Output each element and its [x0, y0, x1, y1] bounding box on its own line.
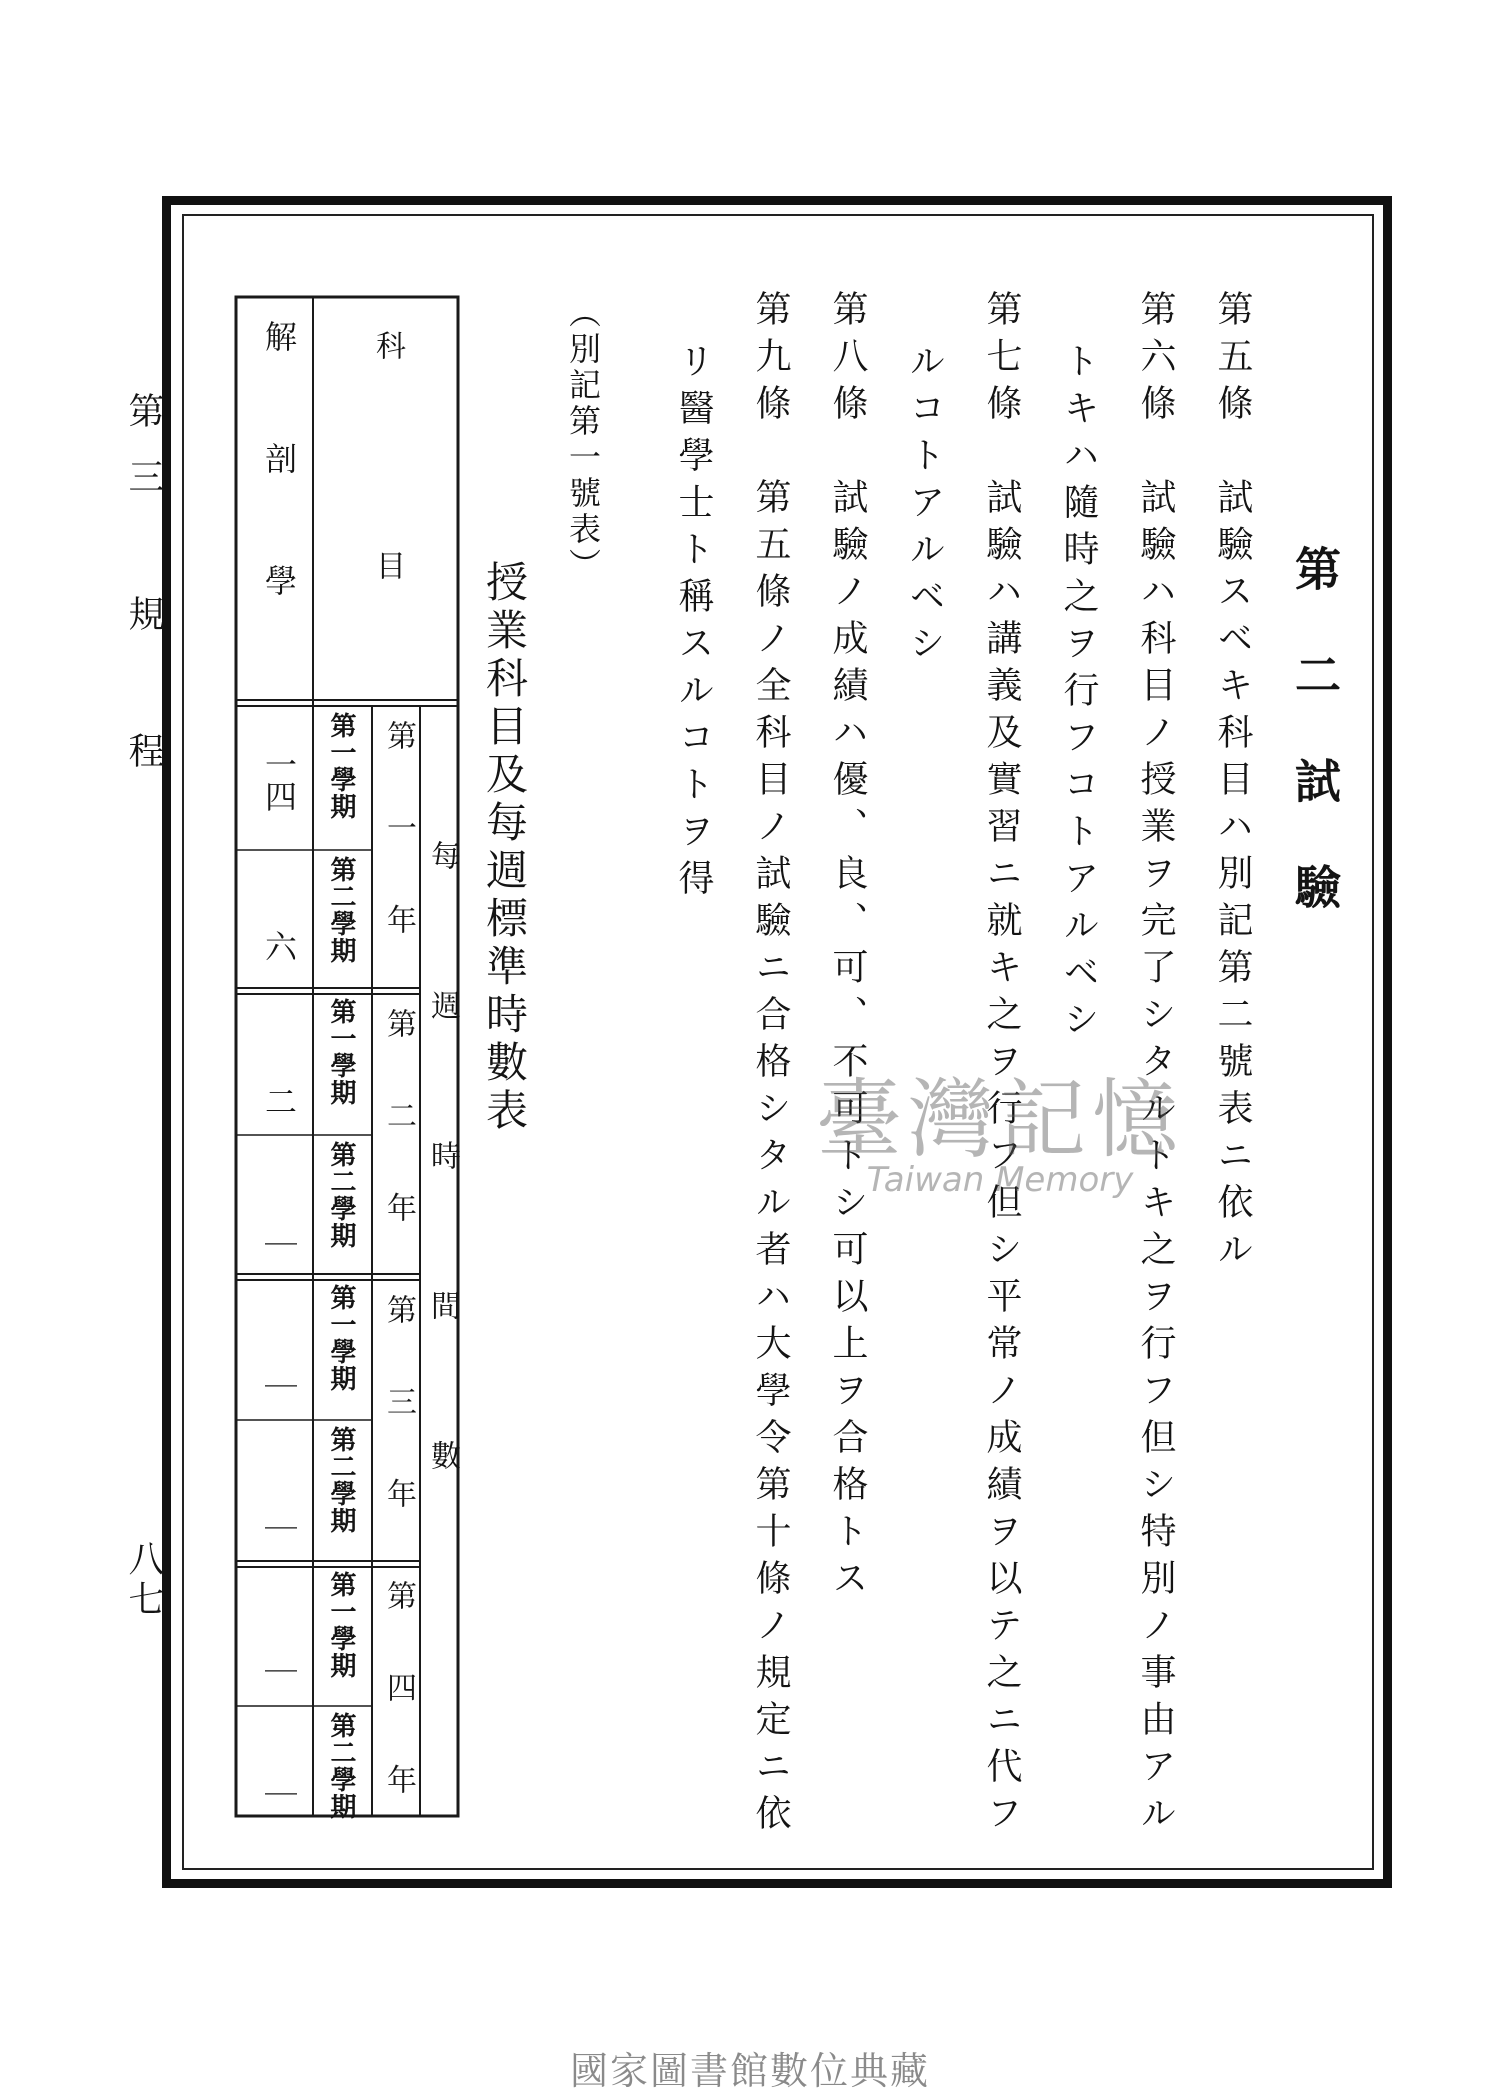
article-6-col1: 第六條 試驗ハ科目ノ授業ヲ完了シタルトキ之ヲ行フ但シ特別ノ事由アル	[1135, 290, 1176, 1841]
value-y2-p2: ｜	[260, 1228, 298, 1260]
article-6-col2: トキハ隨時之ヲ行フコトアルベシ	[1058, 342, 1099, 1047]
table-hours-header: 每週時間數	[425, 840, 460, 1590]
table-title: 授業科目及每週標準時數表	[480, 560, 529, 1136]
value-y3-p1: ｜	[260, 1370, 298, 1402]
value-y3-p2: ｜	[260, 1512, 298, 1544]
period-1-2: 第二學期	[326, 856, 356, 964]
article-7-col1: 第七條 試驗ハ講義及實習ニ就キ之ヲ行フ但シ平常ノ成績ヲ以テ之ニ代フ	[981, 290, 1022, 1841]
watermark-en: Taiwan Memory	[866, 1160, 1134, 1200]
row-subject: 解剖學	[260, 320, 298, 686]
chapter-title: 第二試驗	[1288, 545, 1342, 969]
running-head: 第三 規 程	[123, 392, 164, 798]
period-4-2: 第二學期	[326, 1712, 356, 1820]
value-y4-p2: ｜	[260, 1778, 298, 1810]
value-y1-p1: 一四	[260, 748, 298, 812]
article-7-col2: ルコトアルベシ	[904, 342, 945, 671]
watermark-cn: 臺灣記憶	[816, 1070, 1184, 1170]
period-1-1: 第一學期	[326, 712, 356, 820]
period-2-1: 第一學期	[326, 998, 356, 1106]
year-header-2: 第二年	[381, 1008, 416, 1284]
table-subject-header: 科目	[370, 330, 405, 770]
page-number: 八七	[123, 1540, 164, 1620]
article-5-col1: 第五條 試驗スベキ科目ハ別記第二號表ニ依ル	[1212, 290, 1253, 1277]
year-header-3: 第三年	[381, 1294, 416, 1570]
period-4-1: 第一學期	[326, 1571, 356, 1679]
value-y2-p1: 二	[260, 1085, 298, 1117]
period-2-2: 第二學期	[326, 1141, 356, 1249]
footer-credit: 國家圖書館數位典藏	[569, 2049, 930, 2093]
year-header-1: 第一年	[381, 720, 416, 996]
value-y1-p2: 六	[260, 930, 298, 962]
article-8-col1: 第八條 試驗ノ成績ハ優、良、可、不可トシ可以上ヲ合格トス	[827, 290, 868, 1606]
table-label: （別記第一號表）	[564, 296, 602, 584]
period-3-2: 第二學期	[326, 1426, 356, 1534]
article-9-col1: 第九條 第五條ノ全科目ノ試驗ニ合格シタル者ハ大學令第十條ノ規定ニ依	[750, 290, 791, 1841]
article-9-col2: リ醫學士ト稱スルコトヲ得	[673, 342, 714, 906]
value-y4-p1: ｜	[260, 1655, 298, 1687]
period-3-1: 第一學期	[326, 1284, 356, 1392]
year-header-4: 第四年	[381, 1580, 416, 1856]
